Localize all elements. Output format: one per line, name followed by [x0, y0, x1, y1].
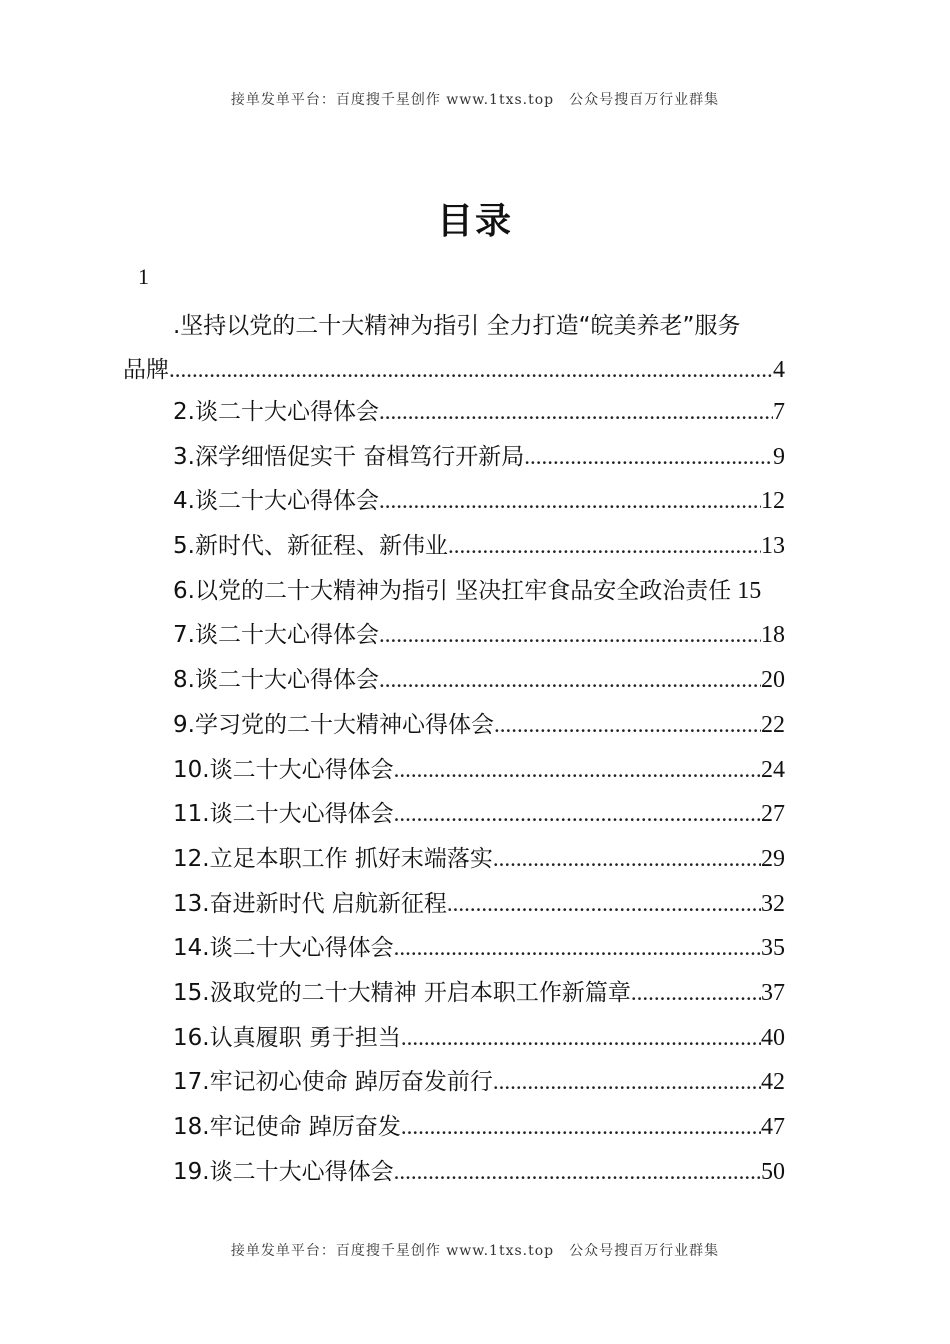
- toc-entry-1-line2: [123, 348, 785, 392]
- toc-entry-page: 13: [761, 533, 785, 560]
- toc-entry[interactable]: [173, 703, 785, 748]
- toc-entry-page: 50: [761, 1158, 785, 1185]
- toc-entry-page: 35: [761, 935, 785, 962]
- toc-entry[interactable]: [173, 390, 785, 435]
- toc-entry-page: 22: [761, 711, 785, 738]
- toc-entry[interactable]: [173, 1150, 785, 1195]
- dot-leader: [493, 837, 761, 882]
- toc-entry-page: 29: [761, 845, 785, 872]
- dot-leader: [448, 524, 761, 569]
- toc-entry-page: 24: [761, 756, 785, 783]
- toc-entry-label: 11.谈二十大心得体会: [173, 801, 394, 828]
- toc-entry-page: 40: [761, 1024, 785, 1051]
- toc-title: 目录: [436, 200, 513, 242]
- toc-entry[interactable]: [173, 479, 785, 524]
- toc-entry-label: 18.牢记使命 踔厉奋发: [173, 1114, 401, 1140]
- toc-entry[interactable]: [173, 837, 785, 882]
- toc-entry-label: 5.新时代、新征程、新伟业: [173, 533, 448, 560]
- dot-leader: [447, 882, 761, 927]
- toc-entry[interactable]: [173, 1060, 785, 1105]
- footer-watermark-note: 接单发单平台：百度搜千星创作 www.1txs.top 公众号搜百万行业群集: [230, 1243, 720, 1259]
- toc-entry-page: 42: [761, 1069, 785, 1096]
- toc-entry-label: 8.谈二十大心得体会: [173, 667, 379, 694]
- toc-entry[interactable]: [173, 613, 785, 658]
- dot-leader: [169, 348, 773, 392]
- toc-entry-1-label-line2: 品牌: [123, 357, 169, 383]
- toc-entry[interactable]: [173, 658, 785, 703]
- toc-entry-page: 12: [761, 488, 785, 515]
- dot-leader: [379, 479, 761, 524]
- toc-entry-label: 9.学习党的二十大精神心得体会: [173, 711, 494, 738]
- toc-entry[interactable]: [173, 926, 785, 971]
- dot-leader: [631, 971, 761, 1016]
- toc-entry[interactable]: [173, 971, 785, 1016]
- toc-entry[interactable]: [173, 1105, 785, 1150]
- dot-leader: [524, 435, 773, 480]
- toc-entry[interactable]: [173, 435, 785, 480]
- dot-leader: [401, 1105, 761, 1150]
- toc-entry-label: 16.认真履职 勇于担当: [173, 1024, 401, 1051]
- dot-leader: [394, 926, 761, 971]
- dot-leader: [394, 748, 761, 793]
- toc-entry[interactable]: [173, 748, 785, 793]
- toc-entry-label: 6.以党的二十大精神为指引 坚决扛牢食品安全政治责任: [173, 577, 732, 604]
- toc-entry-label: 2.谈二十大心得体会: [173, 399, 379, 425]
- dot-leader: [379, 658, 761, 703]
- dot-leader: [494, 703, 761, 748]
- dot-leader: [493, 1060, 761, 1105]
- toc-entry-label: 12.立足本职工作 抓好末端落实: [173, 845, 493, 872]
- toc-entry[interactable]: [173, 1016, 785, 1061]
- toc-entry-page: 20: [761, 667, 785, 694]
- toc-entry-label: 4.谈二十大心得体会: [173, 488, 379, 515]
- toc-entry-page: 27: [761, 801, 785, 828]
- dot-leader: [394, 792, 761, 837]
- dot-leader: [379, 390, 773, 435]
- header-watermark-note: 接单发单平台：百度搜千星创作 www.1txs.top 公众号搜百万行业群集: [230, 92, 720, 108]
- toc-entry-1-page: 4: [773, 357, 785, 383]
- toc-entry-page: 37: [761, 979, 785, 1006]
- toc-entry-1[interactable]: [123, 304, 835, 392]
- toc-entry-label: 14.谈二十大心得体会: [173, 935, 394, 962]
- toc-entry-label: 17.牢记初心使命 踔厉奋发前行: [173, 1069, 493, 1096]
- toc-entry-page: 18: [761, 622, 785, 649]
- toc-entry-page: 9: [773, 443, 785, 470]
- dot-leader: [401, 1016, 761, 1061]
- toc-entry-label: 3.深学细悟促实干 奋楫笃行开新局: [173, 443, 525, 470]
- toc-entry-label: 13.奋进新时代 启航新征程: [173, 890, 447, 917]
- toc-entry[interactable]: [173, 882, 785, 927]
- toc-entry[interactable]: [173, 524, 785, 569]
- toc-entry-label: 10.谈二十大心得体会: [173, 756, 394, 783]
- toc-entry-page: 47: [761, 1114, 785, 1140]
- toc-entry-label: 15.汲取党的二十大精神 开启本职工作新篇章: [173, 979, 631, 1006]
- dot-leader: [394, 1150, 761, 1195]
- toc-entry-label: 7.谈二十大心得体会: [173, 622, 379, 649]
- toc-entry-1-label-line1: .坚持以党的二十大精神为指引 全力打造“皖美养老”服务: [173, 313, 741, 339]
- toc-entry-label: 19.谈二十大心得体会: [173, 1158, 394, 1185]
- toc-entry-page: 32: [761, 890, 785, 917]
- toc-entry-page: 7: [773, 399, 785, 425]
- dot-leader: [379, 613, 761, 658]
- toc-entry-page: 15: [737, 577, 762, 604]
- toc-list: [173, 390, 785, 1194]
- toc-entry[interactable]: [173, 792, 785, 837]
- toc-entry[interactable]: [173, 569, 785, 614]
- stray-page-number: 1: [138, 264, 149, 289]
